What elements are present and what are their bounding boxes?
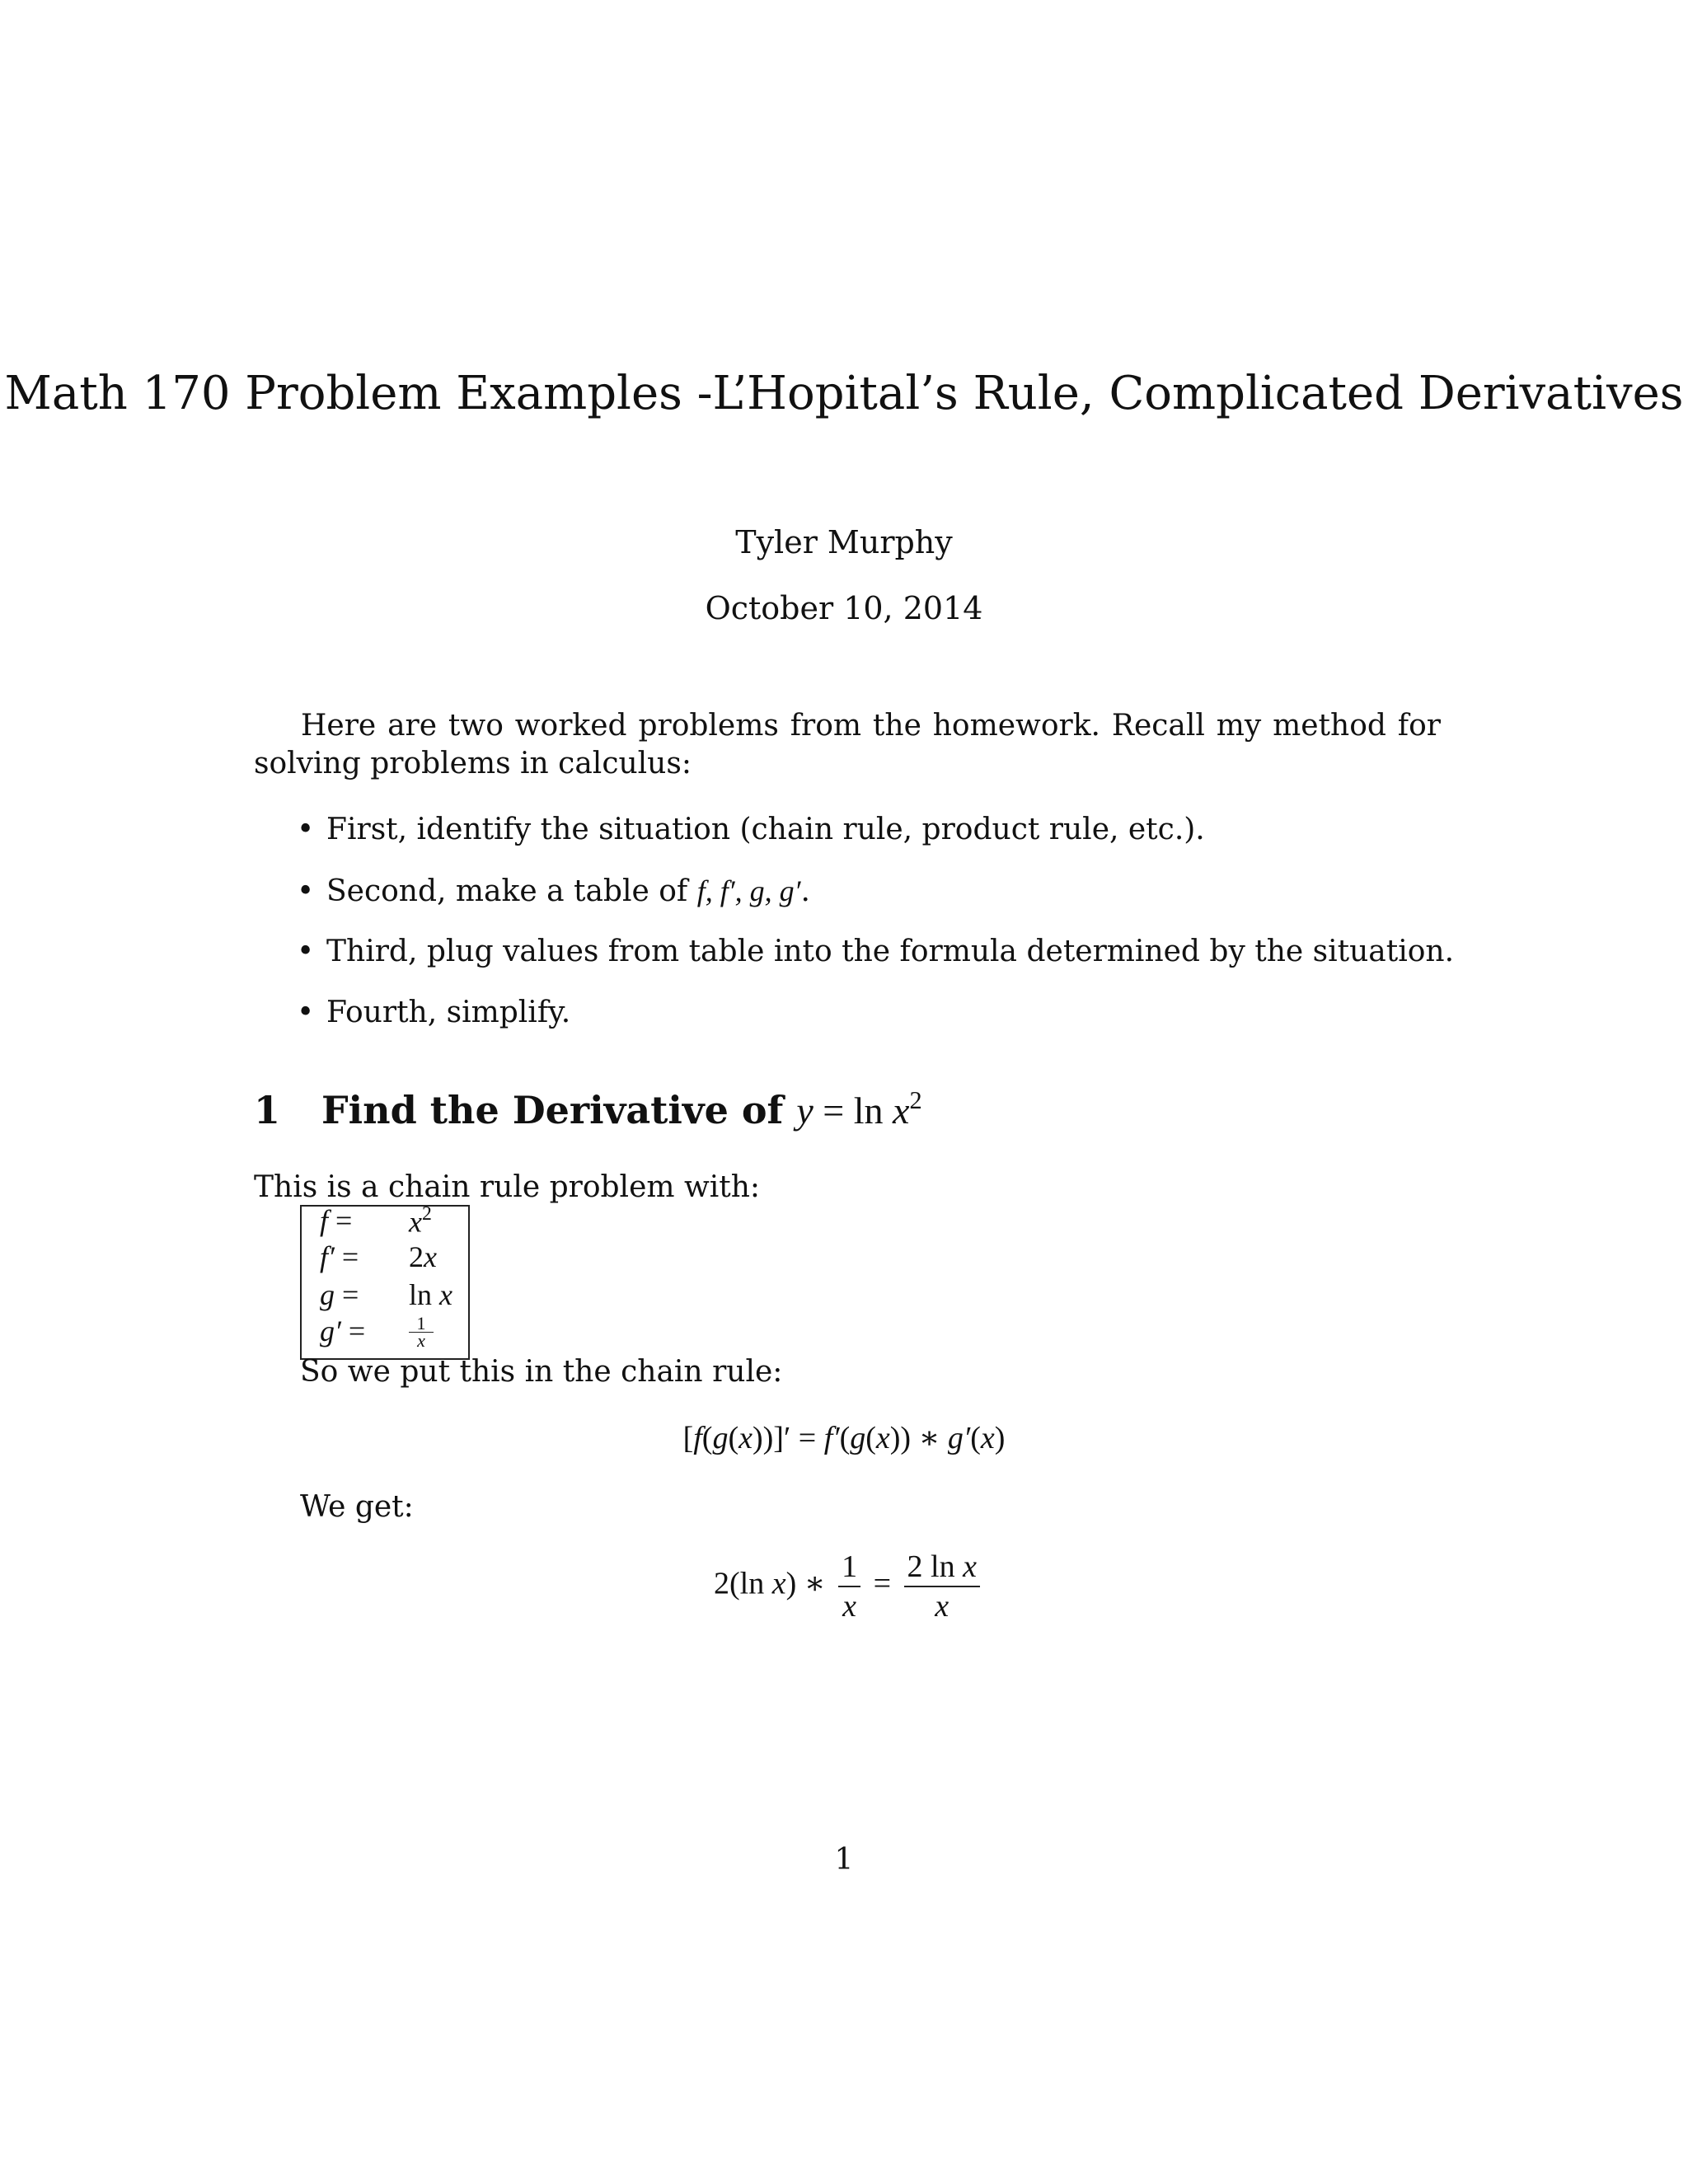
chain-rule-formula: [f(g(x))]′ = f′(g(x)) ∗ g′(x) xyxy=(682,1421,1006,1455)
section-heading xyxy=(254,1086,922,1132)
section-number: 1 xyxy=(254,1088,281,1133)
document-title: Math 170 Problem Examples -L’Hopital’s Rule, Complicated Derivatives xyxy=(4,367,1684,420)
section-title: Find the Derivative of xyxy=(321,1088,784,1133)
method-step-1: • First, identify the situation (chain rule, product rule, etc.). xyxy=(297,813,1205,846)
result-lead: We get: xyxy=(300,1490,414,1524)
bullet-icon: • xyxy=(297,996,315,1029)
bullet-icon: • xyxy=(297,935,315,968)
heading-equation: $y = \ln x^2$ xyxy=(796,1086,922,1132)
result-equation: 2(ln x) ∗ $\frac{1}{x}$ = $\frac{\text{2 ln x}}{x}$ xyxy=(714,1548,985,1638)
chain-rule-intro: This is a chain rule problem with: xyxy=(254,1170,761,1204)
method-step-4: • Fourth, simplify. xyxy=(297,996,571,1029)
document-date: October 10, 2014 xyxy=(705,590,983,626)
method-step-3: • Third, plug values from table into the formula determined by the situation. xyxy=(297,935,1455,968)
intro-paragraph: Here are two worked problems from the homework. Recall my method for solving problems in calculus: xyxy=(254,709,1441,780)
method-step-2: • Second, make a table of f, f′, g, g′. xyxy=(297,874,810,908)
function-table: f = $x^2$ f′ = 2x g = ln x g′ = 1 x xyxy=(300,1205,470,1360)
chain-rule-lead: So we put this in the chain rule: xyxy=(300,1355,783,1389)
author-name: Tyler Murphy xyxy=(735,524,953,560)
table-symbols: f, f′, g, g′ xyxy=(696,874,801,907)
bullet-icon: • xyxy=(297,813,315,846)
page-number: 1 xyxy=(834,1843,854,1877)
bullet-icon: • xyxy=(297,874,315,908)
